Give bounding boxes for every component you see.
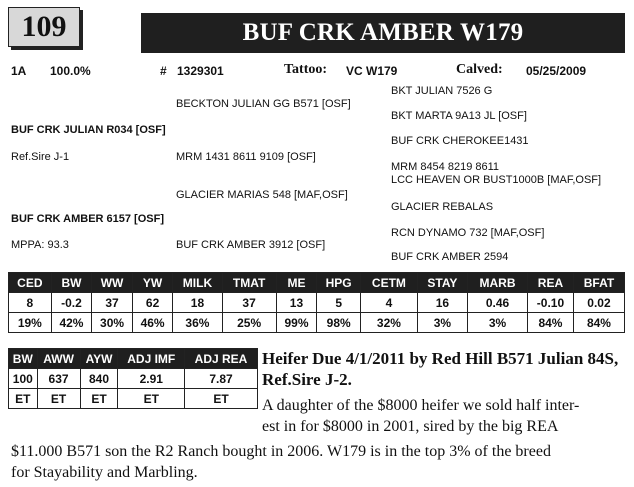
performance-ratio: ET (118, 389, 185, 409)
epd-percentile: 3% (417, 313, 467, 333)
performance-ratio-row (9, 389, 258, 409)
epd-value: 8 (9, 293, 52, 313)
description-line: $11.000 B571 son the R2 Ranch bought in 2006. W179 is in the top 3% of the breed (11, 443, 551, 460)
percent: 100.0% (50, 64, 91, 78)
epd-header: HPG (317, 273, 361, 293)
epd-value: 37 (222, 293, 276, 313)
pedigree-dam-sire: GLACIER MARIAS 548 [MAF,OSF] (176, 189, 348, 201)
epd-header: CED (9, 273, 52, 293)
epd-header: STAY (417, 273, 467, 293)
description-line: est in for $8000 in 2001, sired by the big REA (262, 418, 559, 435)
epd-percentile: 32% (361, 313, 418, 333)
pedigree-dsd: GLACIER REBALAS (391, 201, 494, 213)
pedigree-sire-dam: MRM 1431 8611 9109 [OSF] (176, 151, 316, 163)
sale-headline: Heifer Due 4/1/2011 by Red Hill B571 Julian 84S, Ref.Sire J-2. (262, 349, 619, 389)
epd-percentile: 19% (9, 313, 52, 333)
performance-value-row (9, 369, 258, 389)
epd-percentile: 25% (222, 313, 276, 333)
epd-percentile-row (9, 313, 625, 333)
reg-prefix: # (160, 64, 167, 78)
epd-percentile: 42% (51, 313, 92, 333)
epd-percentile: 36% (173, 313, 222, 333)
epd-percentile: 30% (92, 313, 133, 333)
tattoo-label: Tattoo: (284, 62, 328, 77)
reg-number: 1329301 (177, 64, 224, 78)
performance-value: 840 (80, 369, 118, 389)
epd-value: 62 (132, 293, 173, 313)
performance-value: 7.87 (185, 369, 258, 389)
epd-header: BFAT (573, 273, 624, 293)
pedigree-sire-note: Ref.Sire J-1 (11, 151, 70, 163)
pedigree-sdd: MRM 8454 8219 8611 (391, 161, 500, 173)
epd-percentile: 99% (276, 313, 317, 333)
epd-header: REA (527, 273, 573, 293)
reg-type: 1A (11, 64, 27, 78)
pedigree-dam: BUF CRK AMBER 6157 [OSF] (11, 213, 164, 225)
epd-value: 37 (92, 293, 133, 313)
pedigree-sds: BUF CRK CHEROKEE1431 (391, 135, 529, 147)
epd-header: WW (92, 273, 133, 293)
epd-percentile: 84% (573, 313, 624, 333)
epd-percentile: 46% (132, 313, 173, 333)
epd-header: MARB (468, 273, 528, 293)
epd-header: MILK (173, 273, 222, 293)
description-line: A daughter of the $8000 heifer we sold half inter- (262, 397, 580, 414)
pedigree-dam-note: MPPA: 93.3 (11, 239, 69, 251)
pedigree-dam-dam: BUF CRK AMBER 3912 [OSF] (176, 239, 326, 251)
epd-header: BW (51, 273, 92, 293)
performance-header: BW (9, 349, 38, 369)
performance-ratio: ET (80, 389, 118, 409)
epd-header: CETM (361, 273, 418, 293)
epd-percentile: 84% (527, 313, 573, 333)
pedigree-sire-sire: BECKTON JULIAN GG B571 [OSF] (176, 98, 351, 110)
performance-header: AWW (37, 349, 80, 369)
animal-name: BUF CRK AMBER W179 (141, 13, 625, 53)
epd-header: TMAT (222, 273, 276, 293)
performance-header: AYW (80, 349, 118, 369)
epd-value: 0.46 (468, 293, 528, 313)
epd-value: 18 (173, 293, 222, 313)
epd-value: 16 (417, 293, 467, 313)
epd-percentile: 98% (317, 313, 361, 333)
epd-header: ME (276, 273, 317, 293)
pedigree-sss: BKT JULIAN 7526 G (391, 85, 493, 97)
performance-ratio: ET (9, 389, 38, 409)
pedigree-sire: BUF CRK JULIAN R034 [OSF] (11, 124, 166, 136)
performance-ratio: ET (37, 389, 80, 409)
lot-number: 109 (8, 7, 80, 47)
performance-value: 637 (37, 369, 80, 389)
epd-header-row (9, 273, 625, 293)
pedigree-dss: LCC HEAVEN OR BUST1000B [MAF,OSF] (391, 174, 602, 186)
epd-header: YW (132, 273, 173, 293)
calved: 05/25/2009 (526, 64, 587, 78)
epd-percentile: 3% (468, 313, 528, 333)
epd-value: 0.02 (573, 293, 624, 313)
epd-value: 13 (276, 293, 317, 313)
epd-table (8, 272, 625, 333)
tattoo: VC W179 (346, 64, 398, 78)
epd-value: 5 (317, 293, 361, 313)
performance-ratio: ET (185, 389, 258, 409)
performance-table (8, 348, 258, 409)
performance-value: 2.91 (118, 369, 185, 389)
pedigree-dds: RCN DYNAMO 732 [MAF,OSF] (391, 227, 545, 239)
performance-value: 100 (9, 369, 38, 389)
performance-header-row (9, 349, 258, 369)
epd-value: 4 (361, 293, 418, 313)
performance-header: ADJ IMF (118, 349, 185, 369)
performance-header: ADJ REA (185, 349, 258, 369)
epd-value-row (9, 293, 625, 313)
pedigree-ddd: BUF CRK AMBER 2594 (391, 251, 509, 263)
pedigree-ssd: BKT MARTA 9A13 JL [OSF] (391, 110, 527, 122)
epd-value: -0.2 (51, 293, 92, 313)
epd-value: -0.10 (527, 293, 573, 313)
calved-label: Calved: (456, 62, 503, 77)
description-line: for Stayability and Marbling. (11, 464, 198, 481)
